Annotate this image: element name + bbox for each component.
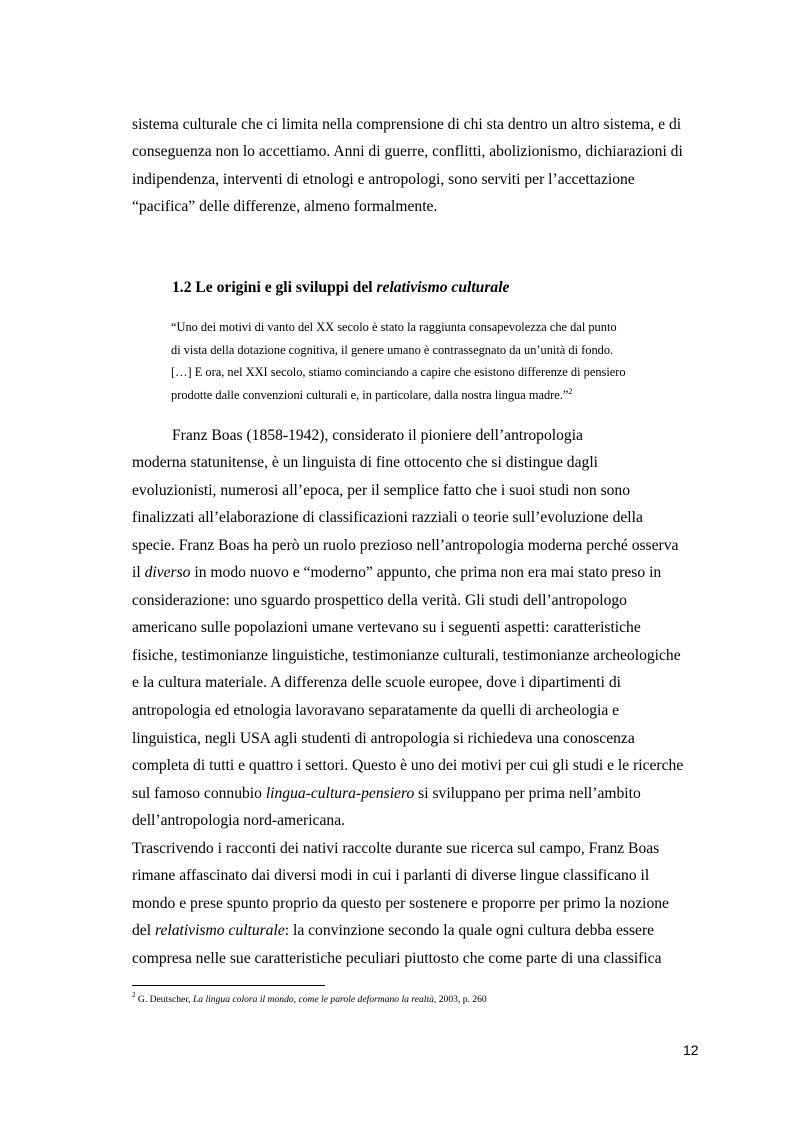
- section-heading-text: 1.2 Le origini e gli sviluppi del: [172, 279, 377, 296]
- intro-line-3: indipendenza, interventi di etnologi e antropologi, sono serviti per l’accettazione: [132, 171, 635, 188]
- section-heading: [172, 279, 509, 297]
- body-line-5: specie. Franz Boas ha però un ruolo prezioso nell’antropologia moderna perché osserva: [132, 537, 679, 554]
- intro-line-4: “pacifica” delle differenze, almeno formalmente.: [132, 198, 438, 215]
- body-line-10: e la cultura materiale. A differenza delle scuole europee, dove i dipartimenti di: [132, 674, 621, 691]
- body-line-7: considerazione: uno sguardo prospettico della verità. Gli studi dell’antropologo: [132, 592, 627, 609]
- body-line-4: finalizzati all’elaborazione di classificazioni razziali o teorie sull’evoluzione della: [132, 509, 643, 526]
- body-line-13: completa di tutti e quattro i settori. Questo è uno dei motivi per cui gli studi e le ricerche: [132, 757, 684, 774]
- quote-line-4-text: prodotte dalle convenzioni culturali e, in particolare, dalla nostra lingua madre.”: [171, 388, 569, 402]
- section-heading-italic: relativismo culturale: [376, 279, 510, 296]
- body-line-14-b: si sviluppano per prima nell’ambito: [414, 785, 641, 802]
- body-line-11: antropologia ed etnologia lavoravano separatamente da quelli di archeologia e: [132, 702, 620, 719]
- intro-line-1: sistema culturale che ci limita nella comprensione di chi sta dentro un altro sistema, e di: [132, 116, 682, 133]
- body-line-19-b: : la convinzione secondo la quale ogni cultura debba essere: [284, 922, 655, 939]
- quote-line-2: di vista della dotazione cognitiva, il genere umano è contrassegnato da un’unità di fondo.: [171, 343, 614, 357]
- footnote: [132, 991, 487, 1005]
- quote-line-1: “Uno dei motivi di vanto del XX secolo è stato la raggiunta consapevolezza che dal punto: [171, 320, 617, 334]
- body-line-6-b: in modo nuovo e “moderno” appunto, che prima non era mai stato preso in: [190, 564, 662, 581]
- body-line-17: rimane affascinato dai diversi modi in cui i parlanti di diverse lingue classificano il: [132, 867, 650, 884]
- body-line-20: compresa nelle sue caratteristiche peculiari piuttosto che come parte di una classifica: [132, 950, 662, 967]
- body-line-12: linguistica, negli USA agli studenti di antropologia si richiedeva una conoscenza: [132, 730, 635, 747]
- quote-line-4: [171, 389, 572, 401]
- body-line-18: mondo e prese spunto proprio da questo per sostenere e proporre per primo la nozione: [132, 895, 669, 912]
- footnote-reference[interactable]: 2: [568, 387, 573, 396]
- body-line-3: evoluzionisti, numerosi all’epoca, per il semplice fatto che i suoi studi non sono: [132, 482, 631, 499]
- body-line-6: [132, 565, 661, 581]
- body-line-9: fisiche, testimonianze linguistiche, testimonianze culturali, testimonianze archeologiche: [132, 647, 681, 664]
- footnote-title: La lingua colora il mondo, come le parole deformano la realtà: [192, 994, 434, 1005]
- body-line-8: americano sulle popolazioni umane vertevano su i seguenti aspetti: caratteristiche: [132, 619, 641, 636]
- body-line-15: dell’antropologia nord-americana.: [132, 812, 346, 829]
- body-line-2: moderna statunitense, è un linguista di fine ottocento che si distingue dagli: [132, 454, 598, 471]
- body-line-19-a: del: [132, 922, 155, 939]
- footnote-details: , 2003, p. 260: [433, 994, 487, 1005]
- body-line-6-italic: diverso: [144, 564, 191, 581]
- body-line-19-italic: relativismo culturale: [154, 922, 285, 939]
- body-line-19: [132, 923, 654, 939]
- intro-line-2: conseguenza non lo accettiamo. Anni di guerre, conflitti, abolizionismo, dichiarazioni di: [132, 143, 683, 160]
- quote-line-3: […] E ora, nel XXI secolo, stiamo cominciando a capire che esistono differenze di pensiero: [171, 365, 626, 379]
- body-line-6-a: il: [132, 564, 145, 581]
- body-line-14-a: sul famoso connubio: [132, 785, 266, 802]
- footnote-author: G. Deutscher,: [135, 994, 193, 1005]
- body-line-14: [132, 786, 641, 802]
- footnote-separator: [132, 985, 325, 986]
- body-line-1: Franz Boas (1858-1942), considerato il pioniere dell’antropologia: [172, 427, 583, 444]
- footnote-number: 2: [132, 991, 136, 999]
- page-number: 12: [683, 1042, 699, 1058]
- body-line-14-italic: lingua-cultura-pensiero: [265, 785, 415, 802]
- body-line-16: Trascrivendo i racconti dei nativi raccolte durante sue ricerca sul campo, Franz Boas: [132, 840, 660, 857]
